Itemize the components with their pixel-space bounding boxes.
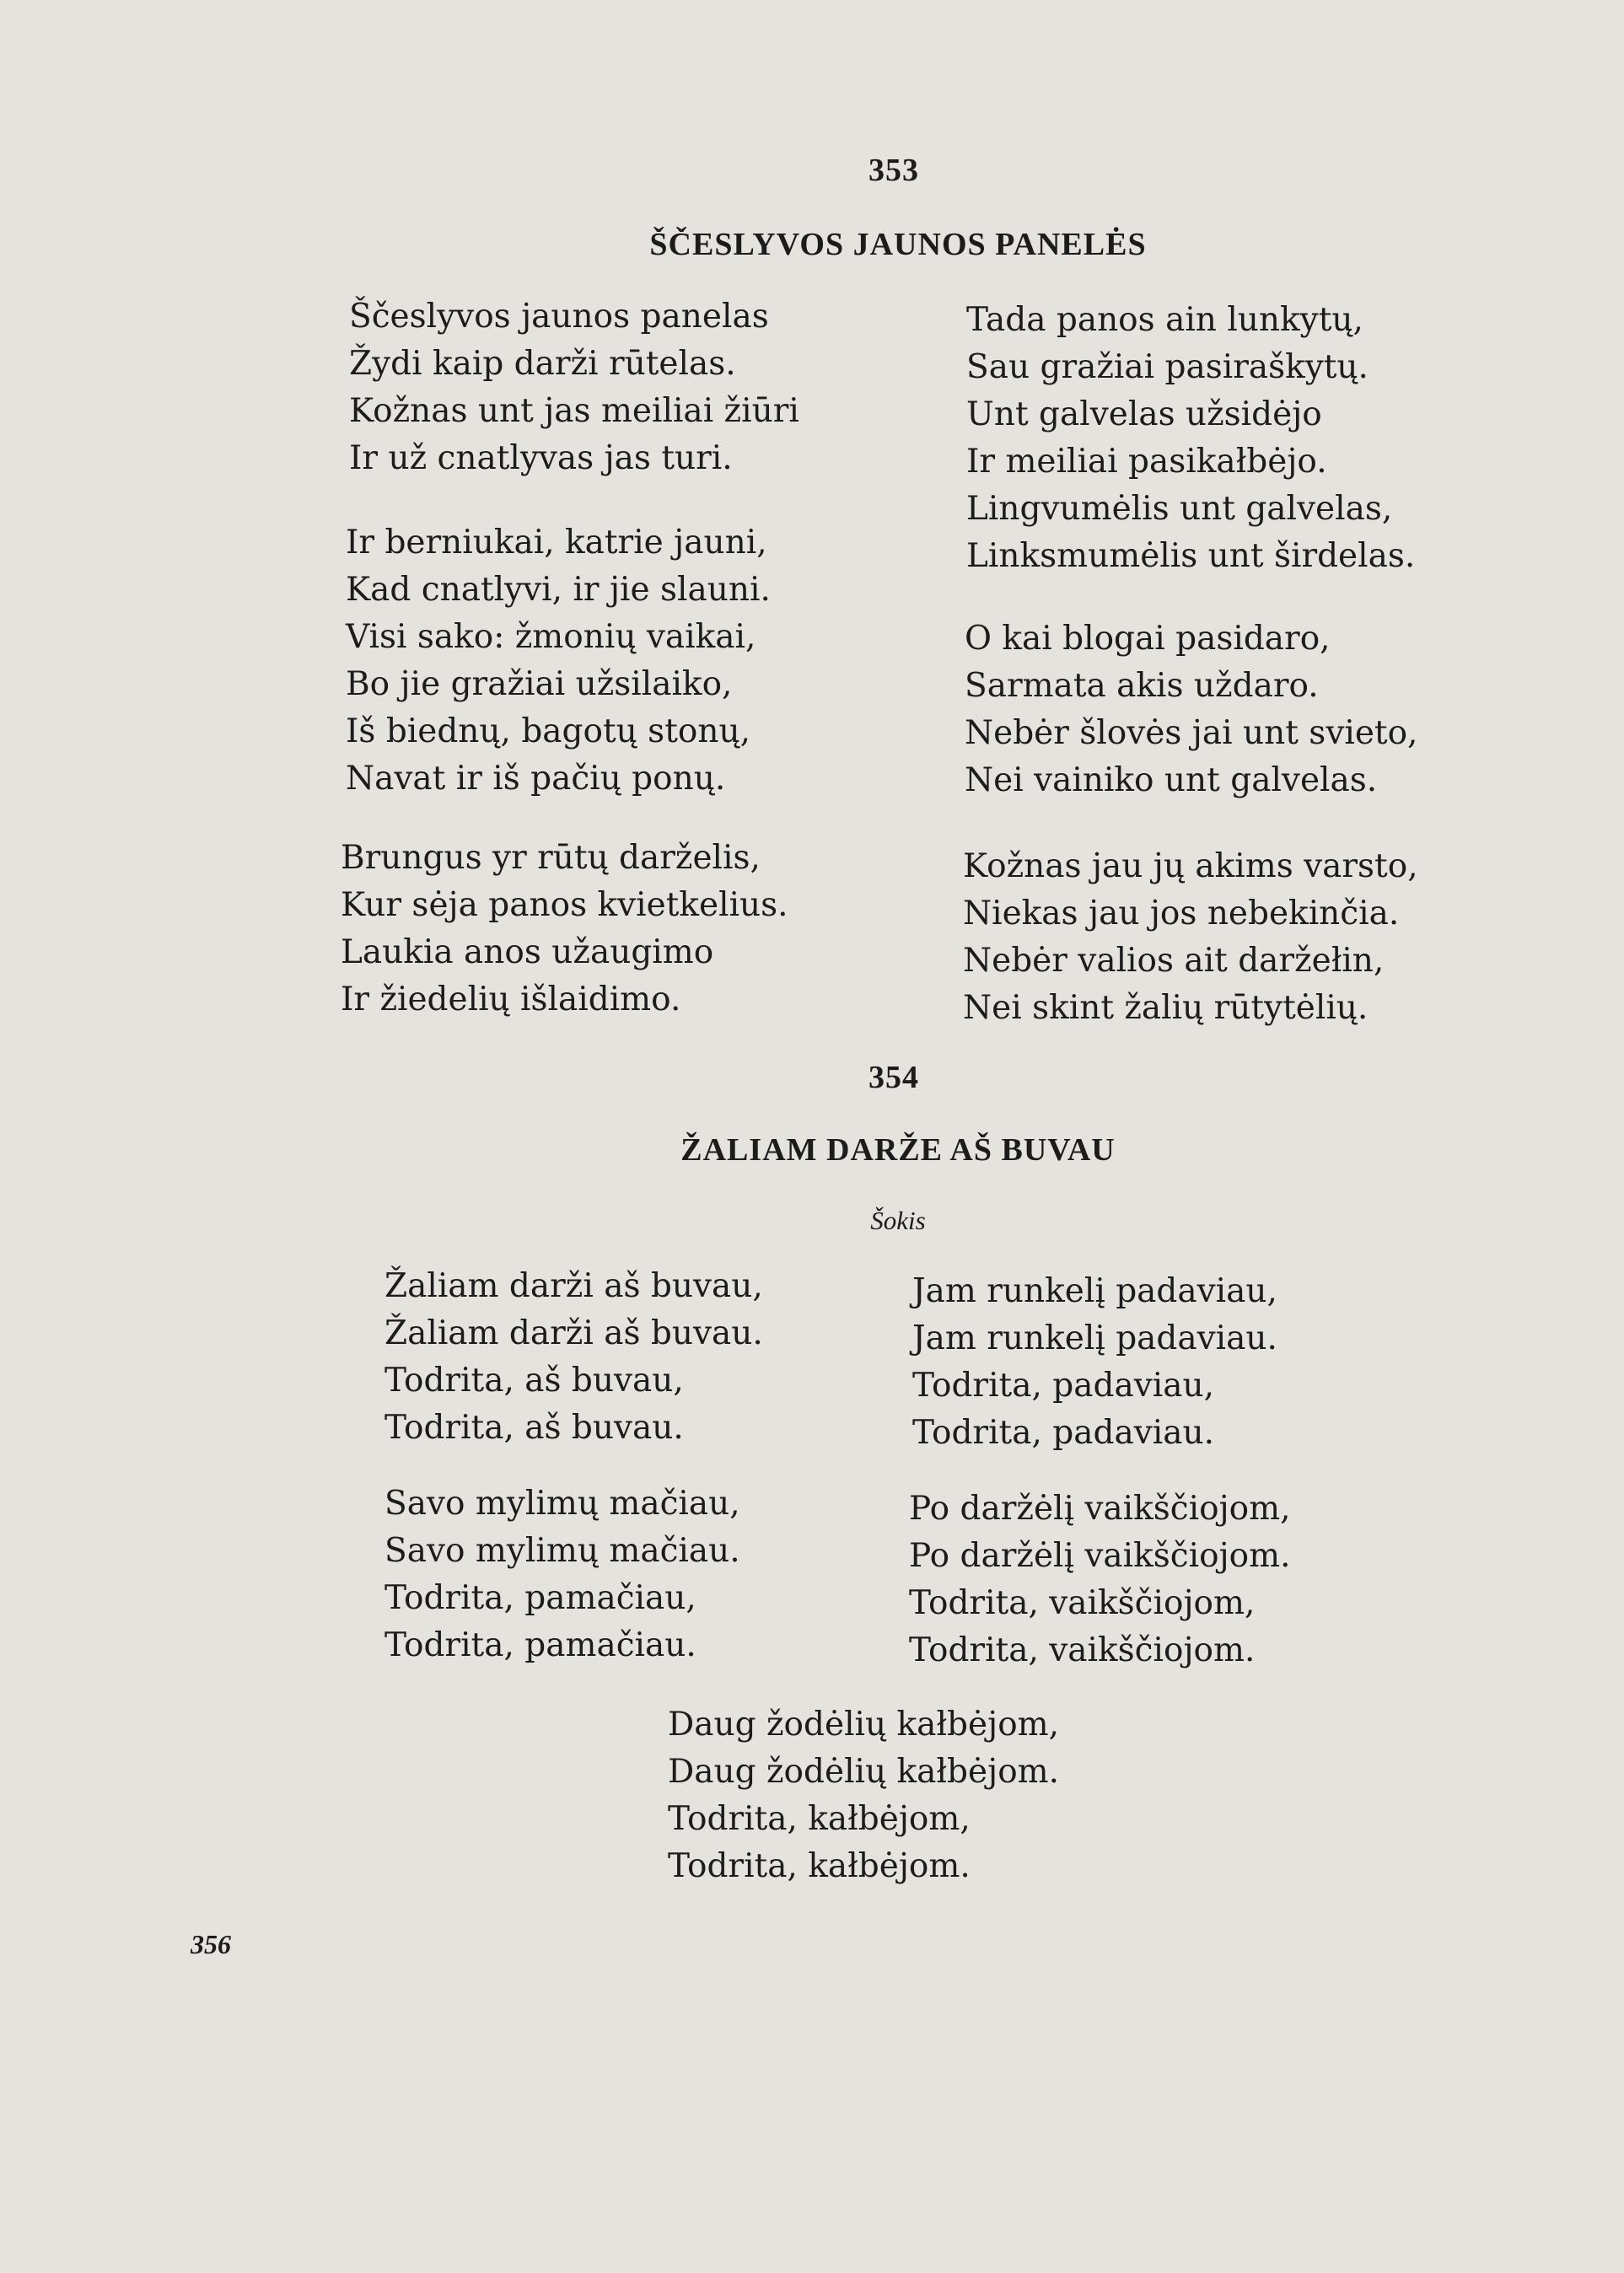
verse-line: Ir žiedelių išlaidimo. (341, 981, 681, 1018)
verse-line: Tada panos ain lunkytų, (966, 301, 1363, 339)
verse-line: Linksmumėlis unt širdelas. (966, 537, 1416, 575)
verse-line: Todrita, kałbėjom. (668, 1847, 971, 1885)
verse-line: Todrita, pamačiau. (384, 1626, 696, 1664)
page-number: 356 (191, 1929, 231, 1959)
stanza (965, 615, 1417, 804)
verse-line: Unt galvelas užsidėjo (966, 395, 1322, 433)
verse-line: Po daržėlį vaikščiojom. (909, 1537, 1291, 1575)
verse-line: Jam runkelį padaviau, (912, 1272, 1277, 1310)
stanza (349, 293, 799, 482)
song-subtitle: Šokis (870, 1206, 926, 1235)
verse-line: Kožnas jau jų akims varsto, (963, 847, 1418, 885)
verse-line: Kad cnatlyvi, ir jie slauni. (346, 571, 771, 609)
stanza (341, 835, 788, 1024)
verse-line: Todrita, vaikščiojom. (909, 1631, 1256, 1669)
stanza (384, 1480, 740, 1669)
verse-line: Nei vainiko unt galvelas. (965, 761, 1378, 799)
stanza (966, 297, 1415, 580)
stanza (346, 519, 771, 803)
verse-line: Todrita, padaviau. (912, 1414, 1214, 1452)
stanza (963, 843, 1418, 1032)
stanza (668, 1701, 1059, 1890)
song-number: 354 (868, 1060, 919, 1095)
verse-line: Todrita, padaviau, (912, 1367, 1214, 1405)
verse-line: Todrita, kałbėjom, (668, 1800, 971, 1838)
verse-line: Todrita, aš buvau, (384, 1362, 684, 1400)
verse-line: Brungus yr rūtų darželis, (341, 839, 761, 877)
verse-line: Kožnas unt jas meiliai žiūri (349, 392, 799, 430)
verse-line: Nebėr valios ait daržełin, (963, 942, 1385, 980)
verse-line: Kur sėja panos kvietkelius. (341, 886, 788, 924)
verse-line: Žaliam darži aš buvau, (384, 1267, 763, 1305)
verse-line: Navat ir iš pačių ponų. (346, 760, 726, 798)
stanza (909, 1486, 1291, 1674)
verse-line: Daug žodėlių kałbėjom. (668, 1753, 1060, 1791)
verse-line: Daug žodėlių kałbėjom, (668, 1706, 1060, 1744)
verse-line: Savo mylimų mačiau, (384, 1485, 740, 1523)
verse-line: Žaliam darži aš buvau. (384, 1314, 763, 1352)
verse-line: Sau gražiai pasiraškytų. (966, 348, 1369, 386)
verse-line: Todrita, aš buvau. (384, 1409, 684, 1447)
verse-line: Ir meiliai pasikałbėjo. (966, 443, 1327, 481)
verse-line: Laukia anos užaugimo (341, 933, 714, 971)
verse-line: Visi sako: žmonių vaikai, (346, 618, 756, 656)
verse-line: Lingvumėlis unt galvelas, (966, 490, 1393, 528)
song-title: ŽALIAM DARŽE AŠ BUVAU (680, 1132, 1116, 1168)
verse-line: Nebėr šlovės jai unt svieto, (965, 714, 1418, 752)
stanza (384, 1263, 763, 1452)
verse-line: Todrita, pamačiau, (384, 1579, 696, 1617)
verse-line: Todrita, vaikščiojom, (909, 1584, 1256, 1622)
verse-line: Ščeslyvos jaunos panelas (349, 298, 769, 336)
verse-line: Iš biednų, bagotų stonų, (346, 712, 750, 750)
verse-line: Po daržėlį vaikščiojom, (909, 1490, 1291, 1528)
verse-line: Jam runkelį padaviau. (912, 1319, 1277, 1357)
song-number: 353 (868, 153, 919, 188)
song-title: ŠČESLYVOS JAUNOS PANELĖS (649, 227, 1147, 262)
verse-line: Žydi kaip darži rūtelas. (349, 345, 736, 383)
stanza (912, 1268, 1277, 1457)
verse-line: Niekas jau jos nebekinčia. (963, 895, 1400, 932)
verse-line: Sarmata akis uždaro. (965, 667, 1319, 705)
verse-line: Savo mylimų mačiau. (384, 1532, 740, 1570)
verse-line: Nei skint žalių rūtytėlių. (963, 989, 1369, 1027)
verse-line: Bo jie gražiai užsilaiko, (346, 665, 733, 703)
verse-line: Ir už cnatlyvas jas turi. (349, 439, 733, 477)
verse-line: Ir berniukai, katrie jauni, (346, 524, 767, 562)
verse-line: O kai blogai pasidaro, (965, 620, 1331, 658)
